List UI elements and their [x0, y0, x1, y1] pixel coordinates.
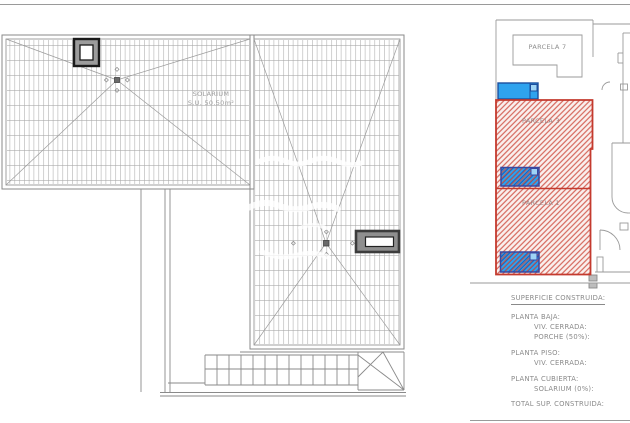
parcela-3-1-hatched-area — [496, 100, 593, 275]
legend-planta-baja-item-1: VIV. CERRADA: — [534, 323, 587, 331]
legend-total: TOTAL SUP. CONSTRUIDA: — [511, 399, 605, 408]
pool-parcela-3 — [501, 168, 539, 187]
chimney-block — [74, 39, 99, 66]
legend-planta-baja-item-2: PORCHE (50%): — [534, 332, 591, 341]
parcela-3-label: PARCELA 3 — [522, 117, 560, 125]
pool-parcela-1 — [501, 252, 540, 272]
legend-planta-piso-item-1: VIV. CERRADA: — [534, 358, 587, 367]
legend-planta-cubierta-item-1: SOLARIUM (0%): — [534, 384, 594, 393]
solarium-label-line2: S.U. 50.50m² — [187, 99, 235, 107]
door-arc-small — [602, 82, 610, 90]
solarium-band — [2, 35, 254, 189]
parcela-7-label: PARCELA 7 — [528, 43, 567, 51]
parcela-1-label: PARCELA 1 — [522, 199, 560, 207]
legend-title-text: SUPERFICIE CONSTRUIDA: — [511, 294, 605, 305]
legend-planta-cubierta-header: PLANTA CUBIERTA: — [511, 375, 579, 383]
legend-title — [511, 295, 605, 302]
neighbour-buildings — [589, 33, 630, 288]
parcela-7-outline — [513, 35, 582, 77]
solarium-label-line1: SOLARIUM — [192, 90, 230, 98]
terrace-wing — [248, 35, 404, 349]
staircase — [205, 352, 404, 390]
pool-top — [498, 83, 538, 99]
legend-planta-baja-header: PLANTA BAJA: — [511, 313, 561, 321]
site-plan — [496, 20, 630, 288]
skylight-block — [356, 231, 399, 252]
legend-planta-piso-header: PLANTA PISO: — [511, 349, 561, 357]
